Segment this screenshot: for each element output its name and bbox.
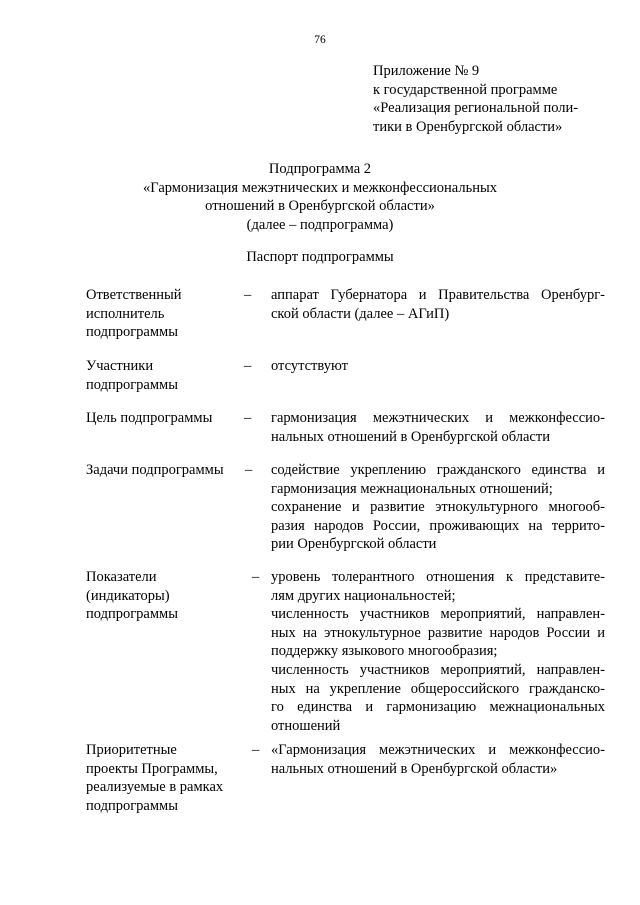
row-label-line: подпрограммы: [86, 376, 178, 393]
row-value-line: аппарат Губернатора и Правительства Оренбург-: [271, 287, 605, 303]
subprogram-title-line: «Гармонизация межэтнических и межконфессиональных: [143, 179, 497, 196]
row-label-line: Задачи подпрограммы: [86, 462, 224, 478]
row-label: [86, 286, 251, 342]
row-value-line: численность участников мероприятий, направлен-: [271, 661, 605, 678]
row-value-line: нальных отношений в Оренбургской области: [271, 428, 550, 445]
row-dash: –: [245, 462, 253, 478]
row-label-line: Цель подпрограммы: [86, 410, 213, 426]
subprogram-title-line: отношений в Оренбургской области»: [205, 198, 435, 215]
row-value: [271, 286, 605, 323]
row-value-line: отсутствуют: [271, 358, 348, 374]
row-value-line: го единства и гармонизацию межнациональных: [271, 699, 605, 716]
row-label-line: подпрограммы: [86, 606, 178, 623]
row-value: [271, 741, 605, 778]
row-dash: –: [244, 358, 252, 374]
row-dash: –: [252, 569, 260, 585]
row-label-line: Приоритетные: [86, 742, 177, 758]
row-value-line: сохранение и развитие этнокультурного многооб-: [271, 499, 605, 516]
row-value-line: ных на укрепление общероссийского гражданско-: [271, 680, 605, 697]
row-dash: –: [252, 742, 260, 758]
row-label-line: Ответственный: [86, 287, 182, 303]
row-value-line: «Гармонизация межэтнических и межконфессио-: [271, 742, 605, 758]
subprogram-title: [0, 160, 640, 234]
appendix-heading: [373, 62, 613, 136]
appendix-line: тики в Оренбургской области»: [373, 118, 563, 135]
row-label: [86, 409, 251, 428]
row-value-line: ской области (далее – АГиП): [271, 305, 450, 322]
row-label-line: (индикаторы): [86, 587, 170, 604]
row-label-line: Участники: [86, 358, 154, 374]
row-value-line: гармонизация межэтнических и межконфессио-: [271, 410, 605, 426]
row-label-line: подпрограммы: [86, 797, 178, 814]
row-label: [86, 568, 251, 624]
row-label: [86, 357, 251, 394]
row-label: [86, 741, 251, 815]
row-value-line: лям других национальностей;: [271, 587, 456, 604]
page-number: 76: [314, 34, 326, 46]
appendix-line: к государственной программе: [373, 81, 558, 98]
row-label-line: исполнитель: [86, 305, 165, 322]
row-value-line: ных на этнокультурное развитие народов России и: [271, 624, 605, 641]
appendix-line: Приложение № 9: [373, 63, 480, 79]
row-label: [86, 461, 251, 480]
row-value-line: уровень толерантного отношения к представите-: [271, 569, 605, 585]
row-value-line: поддержку языкового многообразия;: [271, 643, 498, 660]
row-value: [271, 357, 605, 376]
appendix-line: «Реализация региональной поли-: [373, 100, 579, 117]
row-value-line: содействие укреплению гражданского единства и: [271, 462, 605, 478]
row-value-line: отношений: [271, 717, 341, 734]
subprogram-title-line: Подпрограмма 2: [268, 161, 372, 177]
passport-title: Паспорт подпрограммы: [246, 249, 394, 265]
row-value: [271, 409, 605, 446]
row-value-line: рии Оренбургской области: [271, 536, 437, 553]
row-label-line: подпрограммы: [86, 324, 178, 341]
row-value-line: гармонизация межнациональных отношений;: [271, 480, 553, 497]
row-value-line: численность участников мероприятий, направлен-: [271, 606, 605, 623]
row-dash: –: [244, 410, 252, 426]
row-dash: –: [244, 287, 252, 303]
row-value-line: разия народов России, проживающих на террито-: [271, 517, 605, 534]
row-label-line: проекты Программы,: [86, 760, 218, 777]
row-value-line: нальных отношений в Оренбургской области»: [271, 760, 558, 777]
row-label-line: Показатели: [86, 569, 157, 585]
subprogram-title-line: (далее – подпрограмма): [246, 216, 394, 233]
row-value: [271, 461, 605, 554]
row-value: [271, 568, 605, 735]
row-label-line: реализуемые в рамках: [86, 779, 224, 796]
